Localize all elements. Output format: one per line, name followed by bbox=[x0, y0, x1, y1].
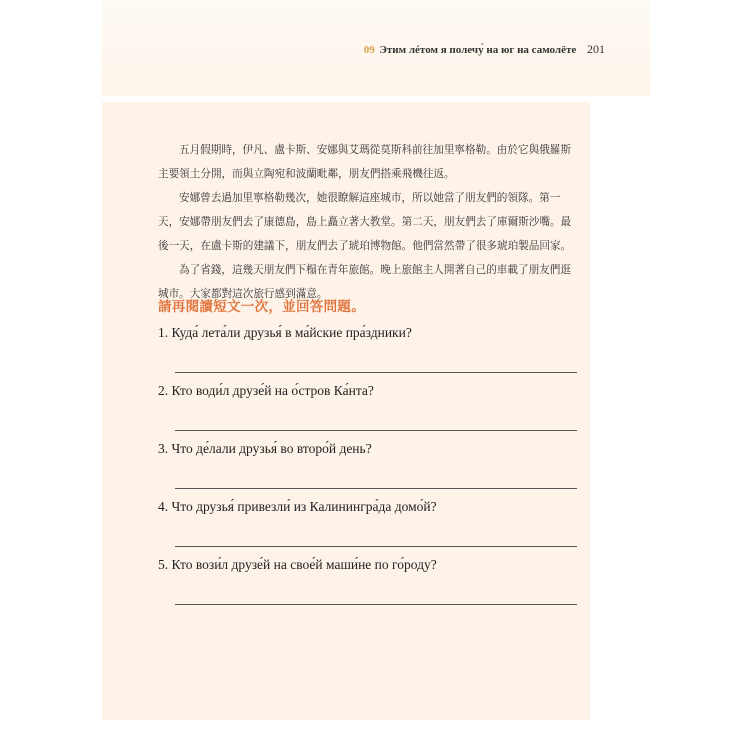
question-1: 1. Куда́ лета́ли друзья́ в ма́йские пра́здники? bbox=[158, 325, 412, 340]
answer-line-4[interactable] bbox=[175, 546, 577, 547]
question-4: 4. Что друзья́ привезли́ из Калинингра́да домо́й? bbox=[158, 499, 437, 514]
answer-line-3[interactable] bbox=[175, 488, 577, 489]
question-3: 3. Что де́лали друзья́ во второ́й день? bbox=[158, 441, 372, 456]
reading-passage bbox=[158, 138, 580, 306]
running-head bbox=[364, 42, 605, 57]
passage-paragraph: 五月假期時，伊凡、盧卡斯、安娜與艾瑪從莫斯科前往加里寧格勒。由於它與俄羅斯主要領土分開，而與立陶宛和波蘭毗鄰，朋友們搭乘飛機往返。 bbox=[158, 144, 571, 180]
answer-line-5[interactable] bbox=[175, 604, 577, 605]
passage-paragraph: 安娜曾去過加里寧格勒幾次，她很瞭解這座城市，所以她當了朋友們的領隊。第一天，安娜帶朋友們去了康德島，島上矗立著大教堂。第二天，朋友們去了庫爾斯沙嘴。最後一天，在盧卡斯的建議下，朋友們去了琥珀博物館。他們當然帶了很多琥珀製品回家。 bbox=[158, 192, 572, 252]
chapter-title: Этим лéтом я полечу́ на юг на самолёте bbox=[379, 44, 577, 56]
question-2: 2. Кто води́л друзе́й на о́стров Ка́нта? bbox=[158, 383, 374, 398]
page-number: 201 bbox=[587, 42, 605, 56]
passage-paragraph: 為了省錢，這幾天朋友們下榻在青年旅館。晚上旅館主人開著自己的車載了朋友們逛城市。大家都對這次旅行感到滿意。 bbox=[158, 264, 571, 300]
exercise-instruction: 請再閱讀短文一次，並回答問題。 bbox=[158, 299, 365, 315]
answer-line-1[interactable] bbox=[175, 372, 577, 373]
answer-line-2[interactable] bbox=[175, 430, 577, 431]
question-5: 5. Кто вози́л друзе́й на свое́й маши́не по го́роду? bbox=[158, 557, 437, 572]
chapter-number: 09 bbox=[363, 44, 375, 56]
